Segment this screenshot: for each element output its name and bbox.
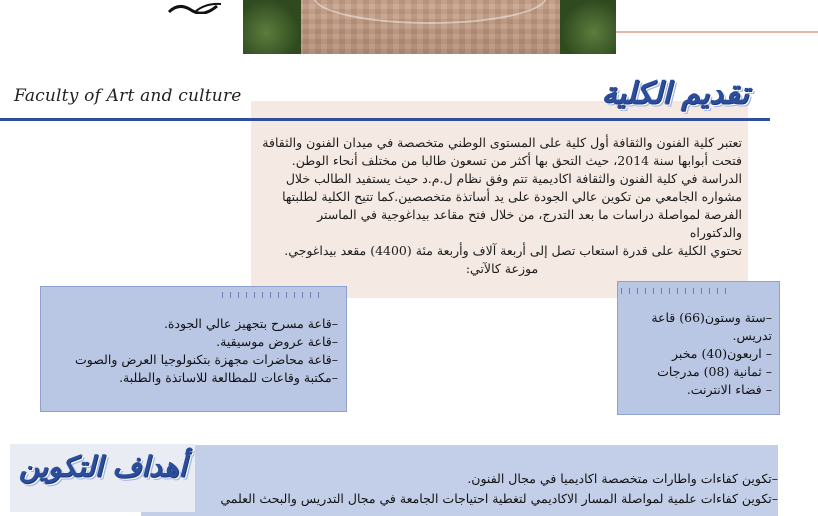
bush-right [560,0,616,54]
intro-line: تحتوي الكلية على قدرة استعاب تصل إلى أربعة آلاف وأربعة مئة (4400) مقعد بيداغوجي. [284,243,742,258]
list-item: –قاعة عروض موسيقية. [216,334,338,349]
list-item: – ثمانية (08) مدرجات [657,364,772,379]
header-photo [243,0,616,54]
top-rule [616,31,818,33]
intro-line: فتحت أبوابها سنة 2014، حيث التحق بها أكثر من تسعون طالبا من مختلف أنحاء الوطن. [291,153,742,168]
intro-line: الدراسة في كلية الفنون والثقافة اكاديمية تتم وفق نظام ل.م.د حيث يستفيد الطالب خلال [285,171,742,186]
tick-decoration [222,283,342,291]
intro-line: الفرصة لمواصلة دراسات ما بعد التدرج، من خلال فتح مقاعد بيداغوجية في الماستر والدكتوراه [317,207,742,240]
list-item: – اربعون(40) مخبر [672,346,772,361]
decorative-swash [165,0,225,14]
tick-decoration [621,279,771,287]
intro-line: تعتبر كلية الفنون والثقافة أول كلية على المستوى الوطني متخصصة في ميدان الفنون والثقافة [262,135,742,150]
intro-text [262,134,742,280]
list-item: –قاعة محاضرات مجهزة بتكنولوجيا العرض والصوت [74,352,338,367]
list-item: – فضاء الانترنت. [686,382,772,397]
photo-arch [313,0,547,24]
list-item: –مكتبة وقاعات للمطالعة للاساتذة والطلبة. [119,370,338,385]
bush-left [243,0,301,54]
list-item: –قاعة مسرح بتجهيز عالي الجودة. [163,316,338,331]
list-item: –تكوين كفاءات واطارات متخصصة اكاديميا في مجال الفنون. [467,471,778,486]
goals-list [190,469,778,509]
facilities-list-right [624,309,772,399]
intro-line: مشواره الجامعي من تكوين عالي الجودة على يد أساتذة متخصصين.كما تتيح الكلية لطلبتها [282,189,742,204]
faculty-title: Faculty of Art and culture [14,86,242,106]
list-item: –تكوين كفاءات علمية لمواصلة المسار الاكاديمي لتغطية احتياجات الجامعة في مجال التدريس والبحث العلمي [220,491,778,506]
goals-heading: أهداف التكوين [18,450,187,483]
facilities-list-left [48,315,338,387]
distribution-label: موزعة كالآتي: [465,261,539,276]
list-item: –ستة وستون(66) قاعة تدريس. [651,310,772,343]
intro-heading: تقديم الكلية [601,76,749,111]
